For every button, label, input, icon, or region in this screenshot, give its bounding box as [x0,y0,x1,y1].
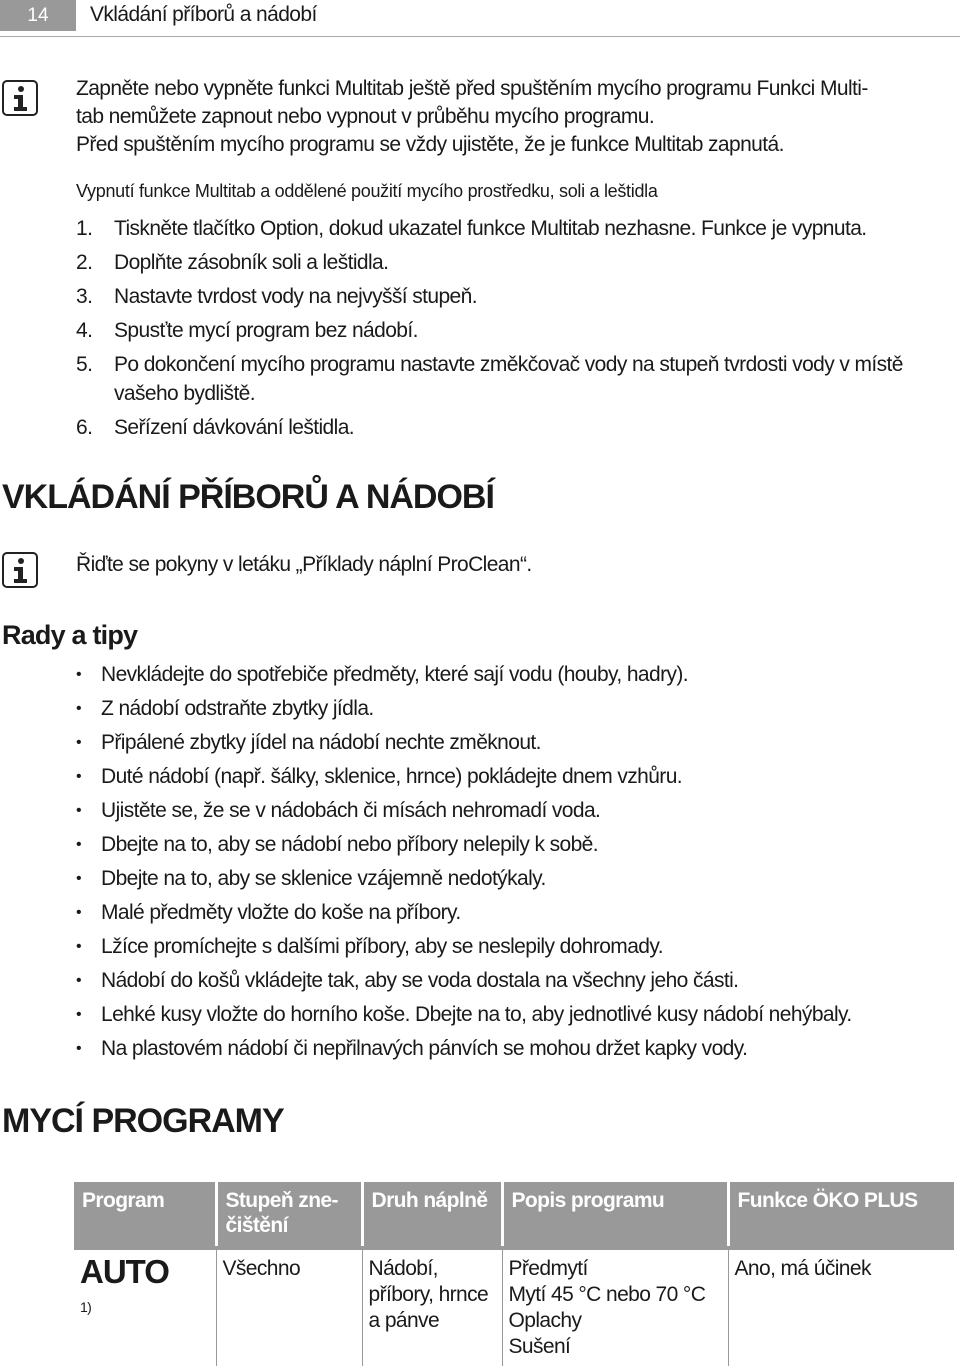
tip-item: • Malé předměty vložte do koše na příbory. [76,898,852,932]
load-cell: Nádobí, příbory, hrnce a pánve [362,1250,502,1366]
programs-table [74,1182,954,1366]
tips-title: Rady a tipy [2,620,138,650]
steps-list [76,214,954,447]
multitab-note [76,75,868,159]
tip-item: • Lžíce promíchejte s dalšími příbory, aby se neslepily dohromady. [76,932,852,966]
section-title-loading: VKLÁDÁNÍ PŘÍBORŮ A NÁDOBÍ [2,478,494,516]
step-item: 4. Spusťte mycí program bez nádobí. [76,319,418,342]
tip-item: • Dbejte na to, aby se nádobí nebo příbory nelepily k sobě. [76,830,852,864]
header-divider [0,36,960,37]
eco-plus-cell: Ano, má účinek [734,1257,871,1280]
tip-item: • Připálené zbytky jídel na nádobí nechte změknout. [76,728,852,762]
tip-item: • Dbejte na to, aby se sklenice vzájemně nedotýkaly. [76,864,852,898]
auto-program-logo: AUTO [80,1253,169,1290]
tips-list [76,660,852,1068]
info-icon [0,78,40,118]
tip-item: • Lehké kusy vložte do horního koše. Dbejte na to, aby jednotlivé kusy nádobí nehýbaly. [76,1000,852,1034]
section-title-programs: MYCÍ PROGRAMY [2,1102,284,1140]
table-header-program: Program [74,1182,216,1246]
page-number: 14 [0,0,76,31]
table-header-soil: Stupeň zne-čištění [216,1182,362,1246]
info-icon [0,550,40,590]
step-item: 6. Seřízení dávkování leštidla. [76,416,355,439]
page-header-title: Vkládání příborů a nádobí [90,3,317,26]
soil-cell: Všechno [216,1250,362,1366]
note-line: tab nemůžete zapnout nebo vypnout v průběhu mycího programu. [76,105,655,128]
proclean-note: Řiďte se pokyny v letáku „Příklady náplní ProClean“. [76,553,532,576]
description-cell: Předmytí Mytí 45 °C nebo 70 °C Oplachy Sušení [502,1250,728,1366]
multitab-off-subheading: Vypnutí funkce Multitab a oddělené použití mycího prostředku, soli a leštidla [76,181,658,201]
tip-item: • Ujistěte se, že se v nádobách či mísách nehromadí voda. [76,796,852,830]
step-item: 2. Doplňte zásobník soli a leštidla. [76,251,389,274]
tip-item: • Z nádobí odstraňte zbytky jídla. [76,694,852,728]
table-header-description: Popis programu [502,1182,728,1246]
tip-item: • Na plastovém nádobí či nepřilnavých pánvích se mohou držet kapky vody. [76,1034,852,1068]
program-cell [74,1250,216,1366]
tip-item: • Nádobí do košů vkládejte tak, aby se voda dostala na všechny jeho části. [76,966,852,1000]
step-item: 5. Po dokončení mycího programu nastavte změkčovač vody na stupeň tvrdosti vody v místě vašeho bydliště. [76,353,903,405]
table-row [74,1250,954,1366]
step-item: 1. Tiskněte tlačítko Option, dokud ukazatel funkce Multitab nezhasne. Funkce je vypnuta. [76,217,867,240]
table-header-load: Druh náplně [362,1182,502,1246]
tip-item: • Nevkládejte do spotřebiče předměty, které sají vodu (houby, hadry). [76,660,852,694]
footnote-marker: 1) [80,1299,92,1315]
note-line: Před spuštěním mycího programu se vždy ujistěte, že je funkce Multitab zapnutá. [76,133,784,156]
tip-item: • Duté nádobí (např. šálky, sklenice, hrnce) pokládejte dnem vzhůru. [76,762,852,796]
step-item: 3. Nastavte tvrdost vody na nejvyšší stupeň. [76,285,477,308]
note-line: Zapněte nebo vypněte funkci Multitab ještě před spuštěním mycího programu Funkci Multi- [76,77,868,100]
table-header-eco-plus: Funkce ÖKO PLUS [728,1182,954,1246]
